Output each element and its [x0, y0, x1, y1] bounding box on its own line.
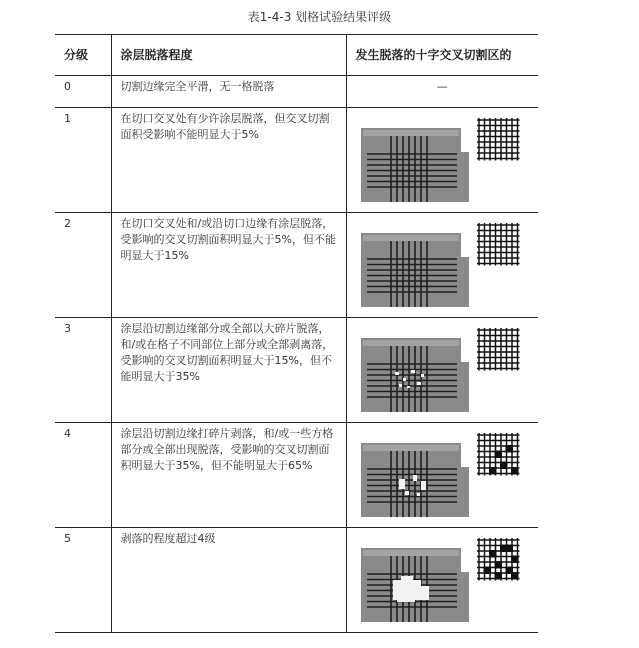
- grid-diagram: [477, 328, 520, 371]
- cross-cut-photo-grade-3: [361, 326, 525, 416]
- flaked-area: [411, 370, 415, 373]
- grid-diagram: [477, 118, 520, 161]
- header-grade: 分级: [55, 35, 111, 76]
- cross-cut-photo-grade-1: [361, 116, 525, 206]
- illustration-cell: [346, 108, 538, 213]
- grade-cell: 4: [55, 423, 111, 528]
- header-illustration: 发生脱落的十字交叉切割区的: [346, 35, 538, 76]
- flaked-area: [421, 374, 424, 377]
- flaked-area: [417, 382, 421, 385]
- table-row: [55, 108, 538, 213]
- description-cell: 在切口交叉处有少许涂层脱落，但交叉切割面积受影响不能明显大于5%: [111, 108, 346, 213]
- cross-cut-drawing: [361, 548, 469, 622]
- description-cell: 在切口交叉处和/或沿切口边缘有涂层脱落，受影响的交叉切割面积明显大于5%，但不能明显大于15%: [111, 213, 346, 318]
- grade-cell: 0: [55, 76, 111, 108]
- cross-cut-photo-grade-5: [361, 536, 525, 626]
- illustration-cell: [346, 528, 538, 633]
- cross-cut-photo-grade-4: [361, 431, 525, 521]
- panel-highlight: [363, 550, 459, 556]
- panel-highlight: [363, 340, 459, 346]
- flaked-area: [407, 386, 410, 388]
- cross-cut-photo-grade-2: [361, 221, 525, 311]
- panel-highlight: [363, 130, 459, 136]
- grading-table: [55, 34, 538, 633]
- panel-highlight: [363, 235, 459, 241]
- illustration-cell: [346, 318, 538, 423]
- table-row: [55, 318, 538, 423]
- flaked-area: [421, 481, 426, 490]
- table-row: [55, 528, 538, 633]
- grid-diagram: [477, 223, 520, 266]
- flaked-area: [401, 576, 413, 582]
- flaked-area: [399, 479, 405, 489]
- grid-diagram: [477, 538, 520, 581]
- grade-cell: 2: [55, 213, 111, 318]
- flaked-area: [395, 372, 399, 375]
- illustration-cell: —: [346, 76, 538, 108]
- flaked-area: [417, 493, 420, 496]
- grade-cell: 1: [55, 108, 111, 213]
- header-description: 涂层脱落程度: [111, 35, 346, 76]
- grade-cell: 5: [55, 528, 111, 633]
- grade-cell: 3: [55, 318, 111, 423]
- grid-diagram: [477, 433, 520, 476]
- panel-highlight: [363, 445, 459, 451]
- description-cell: 涂层沿切割边缘打碎片剥落，和/或一些方格部分或全部出现脱落，受影响的交叉切割面积明显大于35%，但不能明显大于65%: [111, 423, 346, 528]
- flaked-area: [405, 491, 409, 495]
- table-header-row: [55, 35, 538, 76]
- flaked-area: [399, 384, 402, 387]
- table-caption: 表1-4-3 划格试验结果评级: [247, 10, 392, 24]
- cross-cut-drawing: [361, 338, 469, 412]
- cross-cut-drawing: [361, 443, 469, 517]
- illustration-cell: [346, 423, 538, 528]
- description-cell: 涂层沿切割边缘部分或全部以大碎片脱落，和/或在格子不同部位上部分或全部剥离落，受影响的交叉切割面积明显大于15%，但不能明显大于35%: [111, 318, 346, 423]
- description-cell: 剥落的程度超过4级: [111, 528, 346, 633]
- table-row: [55, 423, 538, 528]
- flaked-area: [419, 586, 429, 600]
- table-row: [55, 76, 538, 108]
- description-cell: 切割边缘完全平滑，无一格脱落: [111, 76, 346, 108]
- flaked-area: [397, 596, 415, 602]
- flaked-area: [403, 378, 406, 381]
- cross-cut-drawing: [361, 128, 469, 202]
- cross-cut-drawing: [361, 233, 469, 307]
- illustration-cell: [346, 213, 538, 318]
- flaked-area: [413, 475, 417, 481]
- table-row: [55, 213, 538, 318]
